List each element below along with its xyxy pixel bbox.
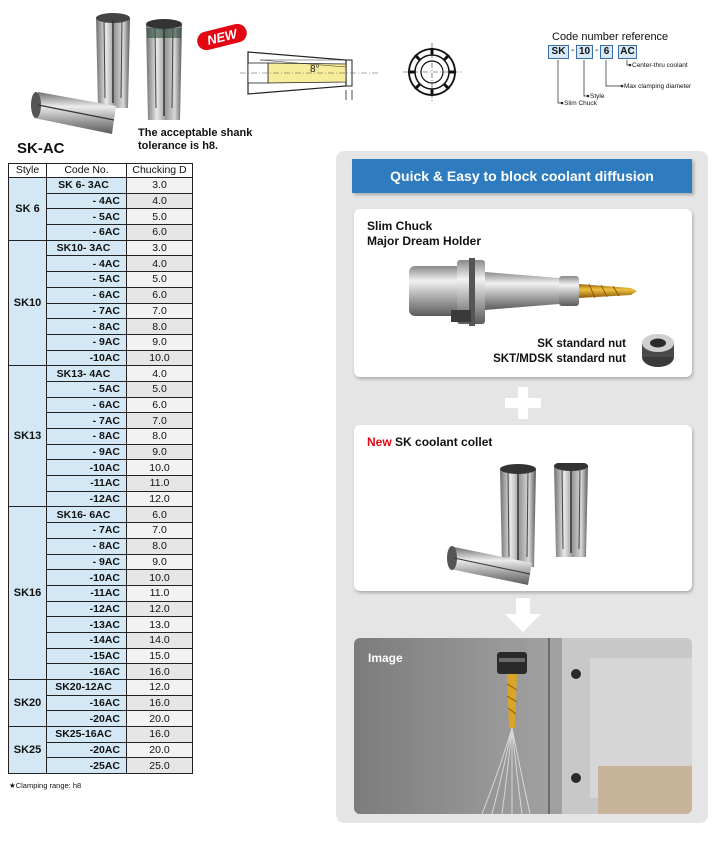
code-cell: - 7AC	[47, 413, 127, 429]
table-row	[9, 178, 193, 194]
machining-image	[354, 638, 692, 814]
code-part-diameter: 6	[600, 45, 613, 59]
nut-line2: SKT/MDSK standard nut	[493, 353, 626, 365]
feature-banner: Quick & Easy to block coolant diffusion	[352, 159, 692, 193]
code-cell: -16AC	[47, 664, 127, 680]
taper-diagram	[240, 42, 380, 104]
angle-label: 8°	[310, 64, 320, 75]
nut-photo	[640, 331, 676, 369]
chucking-cell: 10.0	[127, 570, 193, 586]
code-cell: -10AC	[47, 460, 127, 476]
collet-card	[354, 425, 692, 591]
code-cell: - 8AC	[47, 319, 127, 335]
code-part-sk: SK	[548, 45, 569, 59]
holder-photo	[409, 254, 639, 334]
code-label-coolant: Center-thru coolant	[632, 62, 688, 69]
shank-note-line2: tolerance is h8.	[138, 140, 219, 152]
chucking-cell: 16.0	[127, 664, 193, 680]
chucking-cell: 9.0	[127, 444, 193, 460]
code-cell: SK16- 6AC	[47, 507, 127, 523]
chucking-cell: 4.0	[127, 366, 193, 382]
chucking-cell: 14.0	[127, 632, 193, 648]
nut-line1: SK standard nut	[537, 338, 626, 350]
code-dash: -	[571, 45, 575, 56]
spec-table	[8, 163, 193, 774]
table-row	[9, 240, 193, 256]
chucking-cell: 5.0	[127, 272, 193, 288]
code-cell: - 5AC	[47, 209, 127, 225]
chucking-cell: 10.0	[127, 460, 193, 476]
code-cell: -15AC	[47, 648, 127, 664]
style-cell: SK25	[9, 727, 47, 774]
code-cell: - 4AC	[47, 256, 127, 272]
collet-end-view	[403, 43, 461, 101]
chucking-cell: 11.0	[127, 476, 193, 492]
holder-card	[354, 209, 692, 377]
chucking-cell: 3.0	[127, 240, 193, 256]
style-cell: SK10	[9, 240, 47, 366]
chucking-cell: 5.0	[127, 209, 193, 225]
chucking-cell: 12.0	[127, 491, 193, 507]
chucking-cell: 12.0	[127, 680, 193, 696]
chucking-cell: 16.0	[127, 695, 193, 711]
table-row	[9, 680, 193, 696]
code-cell: SK10- 3AC	[47, 240, 127, 256]
code-cell: - 7AC	[47, 303, 127, 319]
down-arrow	[505, 598, 541, 632]
code-cell: SK25-16AC	[47, 727, 127, 743]
code-cell: SK20-12AC	[47, 680, 127, 696]
chucking-cell: 9.0	[127, 334, 193, 350]
code-cell: - 5AC	[47, 272, 127, 288]
code-cell: - 6AC	[47, 397, 127, 413]
plus-sign	[505, 387, 541, 419]
code-cell: - 9AC	[47, 334, 127, 350]
chucking-cell: 5.0	[127, 381, 193, 397]
table-header-row	[9, 164, 193, 178]
code-cell: -12AC	[47, 601, 127, 617]
chucking-cell: 16.0	[127, 727, 193, 743]
new-badge-text: NEW	[205, 26, 239, 48]
collet-card-title	[367, 435, 492, 450]
style-cell: SK13	[9, 366, 47, 507]
code-cell: - 6AC	[47, 287, 127, 303]
code-cell: -10AC	[47, 350, 127, 366]
code-cell: - 6AC	[47, 225, 127, 241]
machining-image-card	[354, 638, 692, 814]
collet-card-name: SK coolant collet	[391, 435, 493, 449]
header-chucking: Chucking D	[127, 164, 193, 178]
chucking-cell: 6.0	[127, 225, 193, 241]
chucking-cell: 11.0	[127, 585, 193, 601]
chucking-cell: 25.0	[127, 758, 193, 774]
header-style: Style	[9, 164, 47, 178]
chucking-cell: 20.0	[127, 742, 193, 758]
chucking-cell: 20.0	[127, 711, 193, 727]
chucking-cell: 6.0	[127, 397, 193, 413]
code-cell: - 9AC	[47, 554, 127, 570]
code-cell: - 7AC	[47, 523, 127, 539]
shank-tolerance-note	[138, 127, 273, 153]
chucking-cell: 6.0	[127, 507, 193, 523]
code-cell: -13AC	[47, 617, 127, 633]
chucking-cell: 8.0	[127, 319, 193, 335]
style-cell: SK20	[9, 680, 47, 727]
code-cell: -16AC	[47, 695, 127, 711]
code-label-diameter: Max clamping diameter	[624, 83, 692, 90]
code-cell: -10AC	[47, 570, 127, 586]
code-cell: -20AC	[47, 711, 127, 727]
image-label: Image	[368, 651, 403, 665]
chucking-cell: 7.0	[127, 303, 193, 319]
collet-photo-group	[28, 8, 203, 138]
chucking-cell: 12.0	[127, 601, 193, 617]
table-row	[9, 366, 193, 382]
chucking-cell: 9.0	[127, 554, 193, 570]
chucking-cell: 6.0	[127, 287, 193, 303]
chucking-cell: 4.0	[127, 256, 193, 272]
code-label-chuck: Slim Chuck	[564, 100, 597, 107]
chucking-cell: 8.0	[127, 538, 193, 554]
code-ref-title: Code number reference	[552, 31, 669, 43]
code-ref-leaders	[548, 31, 713, 111]
code-cell: -11AC	[47, 476, 127, 492]
code-number-reference	[548, 31, 713, 111]
style-cell: SK 6	[9, 178, 47, 241]
coolant-collet-photo	[444, 463, 614, 587]
code-cell: SK13- 4AC	[47, 366, 127, 382]
holder-title-line2: Major Dream Holder	[367, 234, 482, 248]
chucking-cell: 13.0	[127, 617, 193, 633]
nut-text	[493, 337, 626, 367]
code-part-ac: AC	[618, 45, 637, 59]
code-cell: -12AC	[47, 491, 127, 507]
code-cell: - 8AC	[47, 538, 127, 554]
code-cell: -11AC	[47, 585, 127, 601]
code-cell: SK 6- 3AC	[47, 178, 127, 194]
code-cell: - 5AC	[47, 381, 127, 397]
holder-title-line1: Slim Chuck	[367, 219, 433, 233]
holder-card-title	[367, 219, 481, 249]
style-cell: SK16	[9, 507, 47, 680]
code-cell: -14AC	[47, 632, 127, 648]
chucking-cell: 4.0	[127, 193, 193, 209]
code-part-size: 10	[576, 45, 593, 59]
clamping-range-note: ★Clamping range: h8	[9, 781, 82, 790]
code-cell: - 9AC	[47, 444, 127, 460]
chucking-cell: 10.0	[127, 350, 193, 366]
code-cell: -20AC	[47, 742, 127, 758]
chucking-cell: 7.0	[127, 523, 193, 539]
code-cell: -25AC	[47, 758, 127, 774]
chucking-cell: 8.0	[127, 429, 193, 445]
chucking-cell: 3.0	[127, 178, 193, 194]
code-cell: - 4AC	[47, 193, 127, 209]
code-dash: -	[595, 45, 599, 56]
code-cell: - 8AC	[47, 429, 127, 445]
code-label-style: Style	[590, 93, 605, 100]
shank-note-line1: The acceptable shank	[138, 127, 253, 139]
product-title: SK-AC	[17, 140, 65, 157]
table-row	[9, 727, 193, 743]
chucking-cell: 15.0	[127, 648, 193, 664]
table-row	[9, 507, 193, 523]
collet-card-new: New	[367, 435, 392, 449]
header-code: Code No.	[47, 164, 127, 178]
chucking-cell: 7.0	[127, 413, 193, 429]
